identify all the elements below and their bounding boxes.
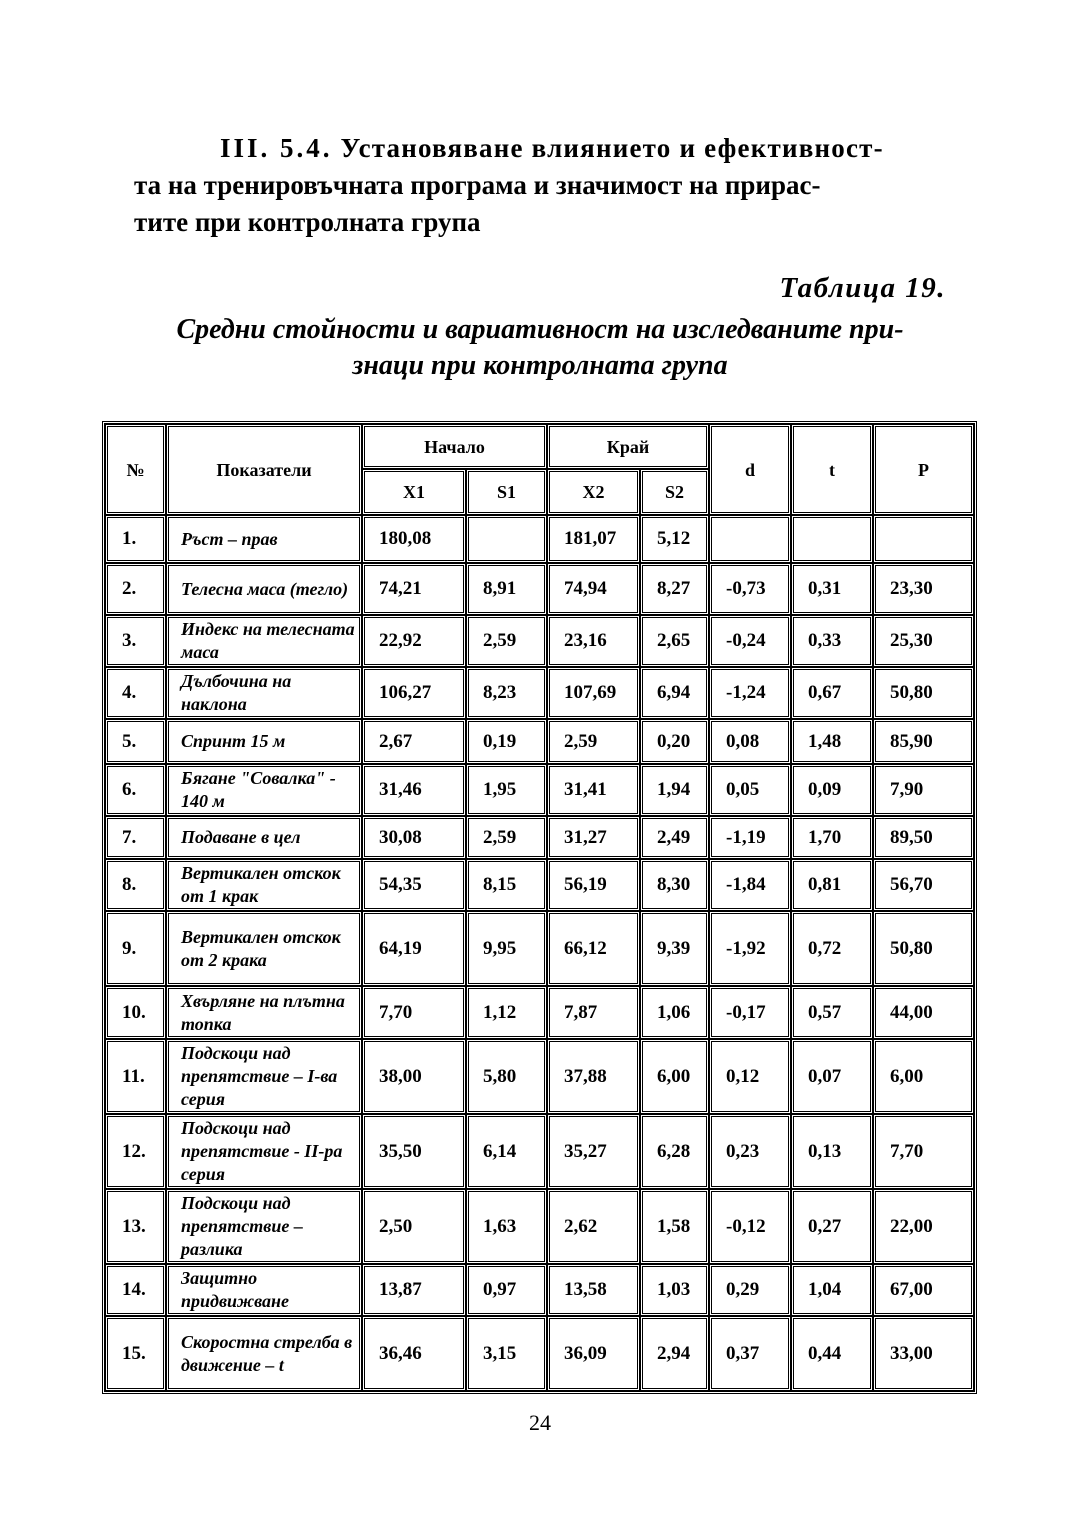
table-row (105, 986, 974, 1039)
caption-line-2: знаци при контролната група (352, 350, 728, 381)
table-row (105, 1114, 974, 1189)
cell-s1: 2,59 (466, 816, 547, 859)
table-label: Таблица 19. (779, 272, 946, 304)
cell-x2: 23,16 (547, 615, 640, 667)
cell-indicator: Бягане "Совалка" - 140 м (166, 764, 362, 816)
cell-number: 12. (105, 1114, 166, 1189)
cell-d: -0,24 (709, 615, 791, 667)
cell-number: 14. (105, 1264, 166, 1316)
header-x1: X1 (362, 469, 466, 515)
cell-s1 (466, 515, 547, 563)
cell-x1: 64,19 (362, 911, 466, 986)
cell-d: 0,12 (709, 1039, 791, 1114)
cell-d: -1,92 (709, 911, 791, 986)
cell-s2: 2,94 (640, 1316, 709, 1391)
cell-s2: 0,20 (640, 719, 709, 764)
cell-s1: 0,97 (466, 1264, 547, 1316)
cell-t: 0,44 (791, 1316, 873, 1391)
cell-s2: 2,49 (640, 816, 709, 859)
header-s2: S2 (640, 469, 709, 515)
cell-x1: 54,35 (362, 859, 466, 911)
cell-s2: 2,65 (640, 615, 709, 667)
cell-p: 67,00 (873, 1264, 974, 1316)
cell-indicator: Дълбочина на наклона (166, 667, 362, 719)
cell-number: 5. (105, 719, 166, 764)
cell-s1: 1,63 (466, 1189, 547, 1264)
heading-line-2: та на тренировъчната програма и значимост на прирас- (134, 170, 821, 200)
results-table (102, 421, 977, 1394)
table-row (105, 515, 974, 563)
cell-indicator: Хвърляне на плътна топка (166, 986, 362, 1039)
cell-x1: 106,27 (362, 667, 466, 719)
cell-s1: 6,14 (466, 1114, 547, 1189)
table-row (105, 859, 974, 911)
cell-x2: 31,41 (547, 764, 640, 816)
cell-s2: 9,39 (640, 911, 709, 986)
cell-x2: 36,09 (547, 1316, 640, 1391)
cell-indicator: Скоростна стрелба в движение – t (166, 1316, 362, 1391)
table-row (105, 1039, 974, 1114)
cell-s2: 1,58 (640, 1189, 709, 1264)
cell-x2: 56,19 (547, 859, 640, 911)
table-row (105, 563, 974, 615)
cell-indicator: Подскоци над препятствие - II-ра серия (166, 1114, 362, 1189)
cell-x2: 31,27 (547, 816, 640, 859)
cell-p: 56,70 (873, 859, 974, 911)
cell-s2: 1,03 (640, 1264, 709, 1316)
cell-x2: 2,62 (547, 1189, 640, 1264)
cell-number: 1. (105, 515, 166, 563)
cell-indicator: Подскоци над препятствие – разлика (166, 1189, 362, 1264)
cell-x2: 7,87 (547, 986, 640, 1039)
cell-indicator: Индекс на телесната маса (166, 615, 362, 667)
cell-t: 0,81 (791, 859, 873, 911)
table-row (105, 911, 974, 986)
cell-indicator: Вертикален отскок от 1 крак (166, 859, 362, 911)
header-start: Начало (362, 424, 547, 469)
cell-s2: 1,94 (640, 764, 709, 816)
cell-s1: 5,80 (466, 1039, 547, 1114)
cell-s2: 1,06 (640, 986, 709, 1039)
cell-number: 4. (105, 667, 166, 719)
cell-t: 0,33 (791, 615, 873, 667)
cell-number: 9. (105, 911, 166, 986)
cell-d: 0,08 (709, 719, 791, 764)
cell-p: 44,00 (873, 986, 974, 1039)
cell-t: 1,70 (791, 816, 873, 859)
cell-x1: 36,46 (362, 1316, 466, 1391)
cell-s1: 8,15 (466, 859, 547, 911)
cell-p: 6,00 (873, 1039, 974, 1114)
cell-x2: 13,58 (547, 1264, 640, 1316)
cell-x1: 74,21 (362, 563, 466, 615)
cell-d: 0,23 (709, 1114, 791, 1189)
cell-p: 85,90 (873, 719, 974, 764)
cell-indicator: Спринт 15 м (166, 719, 362, 764)
cell-x1: 31,46 (362, 764, 466, 816)
cell-s1: 2,59 (466, 615, 547, 667)
cell-s1: 8,23 (466, 667, 547, 719)
cell-x2: 35,27 (547, 1114, 640, 1189)
cell-p: 7,70 (873, 1114, 974, 1189)
cell-s1: 9,95 (466, 911, 547, 986)
caption-line-1: Средни стойности и вариативност на изследваните при- (176, 314, 904, 345)
cell-x2: 66,12 (547, 911, 640, 986)
cell-x2: 2,59 (547, 719, 640, 764)
cell-s2: 6,94 (640, 667, 709, 719)
cell-number: 11. (105, 1039, 166, 1114)
cell-indicator: Подскоци над препятствие – I-ва серия (166, 1039, 362, 1114)
cell-s1: 1,12 (466, 986, 547, 1039)
cell-d: 0,29 (709, 1264, 791, 1316)
cell-x1: 38,00 (362, 1039, 466, 1114)
table-row (105, 764, 974, 816)
table-row (105, 667, 974, 719)
cell-number: 6. (105, 764, 166, 816)
cell-d: -1,24 (709, 667, 791, 719)
header-number: № (105, 424, 166, 515)
cell-p: 7,90 (873, 764, 974, 816)
cell-s2: 6,00 (640, 1039, 709, 1114)
header-d: d (709, 424, 791, 515)
cell-number: 3. (105, 615, 166, 667)
cell-x1: 22,92 (362, 615, 466, 667)
cell-s1: 8,91 (466, 563, 547, 615)
cell-d: -0,73 (709, 563, 791, 615)
cell-p: 23,30 (873, 563, 974, 615)
cell-s1: 1,95 (466, 764, 547, 816)
cell-d: 0,37 (709, 1316, 791, 1391)
cell-number: 8. (105, 859, 166, 911)
cell-p: 50,80 (873, 667, 974, 719)
table-row (105, 1316, 974, 1391)
cell-p: 50,80 (873, 911, 974, 986)
cell-indicator: Телесна маса (тегло) (166, 563, 362, 615)
cell-t: 0,13 (791, 1114, 873, 1189)
section-number: III. 5.4. (220, 133, 333, 163)
cell-t: 0,31 (791, 563, 873, 615)
table-row (105, 1264, 974, 1316)
cell-indicator: Защитно придвижване (166, 1264, 362, 1316)
header-p: P (873, 424, 974, 515)
cell-number: 15. (105, 1316, 166, 1391)
table-row (105, 719, 974, 764)
cell-t: 0,27 (791, 1189, 873, 1264)
cell-s2: 8,27 (640, 563, 709, 615)
cell-x2: 181,07 (547, 515, 640, 563)
cell-x1: 180,08 (362, 515, 466, 563)
cell-p (873, 515, 974, 563)
header-s1: S1 (466, 469, 547, 515)
cell-indicator: Подаване в цел (166, 816, 362, 859)
table-row (105, 816, 974, 859)
table-caption (130, 312, 950, 384)
section-heading (134, 130, 946, 241)
header-t: t (791, 424, 873, 515)
cell-t: 0,57 (791, 986, 873, 1039)
cell-x1: 35,50 (362, 1114, 466, 1189)
cell-t: 1,04 (791, 1264, 873, 1316)
heading-line-3: тите при контролната група (134, 207, 481, 237)
cell-p: 22,00 (873, 1189, 974, 1264)
cell-indicator: Вертикален отскок от 2 крака (166, 911, 362, 986)
cell-p: 25,30 (873, 615, 974, 667)
cell-t (791, 515, 873, 563)
page-number: 24 (529, 1410, 551, 1435)
cell-s2: 8,30 (640, 859, 709, 911)
header-indicators: Показатели (166, 424, 362, 515)
cell-x1: 2,50 (362, 1189, 466, 1264)
cell-s1: 0,19 (466, 719, 547, 764)
cell-d: -0,12 (709, 1189, 791, 1264)
cell-x2: 74,94 (547, 563, 640, 615)
cell-x1: 7,70 (362, 986, 466, 1039)
cell-d: -1,19 (709, 816, 791, 859)
cell-x2: 37,88 (547, 1039, 640, 1114)
cell-s1: 3,15 (466, 1316, 547, 1391)
cell-number: 2. (105, 563, 166, 615)
cell-t: 0,07 (791, 1039, 873, 1114)
cell-number: 10. (105, 986, 166, 1039)
cell-p: 33,00 (873, 1316, 974, 1391)
header-x2: X2 (547, 469, 640, 515)
cell-x2: 107,69 (547, 667, 640, 719)
cell-d (709, 515, 791, 563)
cell-t: 0,72 (791, 911, 873, 986)
cell-s2: 6,28 (640, 1114, 709, 1189)
cell-number: 7. (105, 816, 166, 859)
cell-x1: 2,67 (362, 719, 466, 764)
cell-d: -1,84 (709, 859, 791, 911)
cell-x1: 13,87 (362, 1264, 466, 1316)
cell-d: 0,05 (709, 764, 791, 816)
cell-s2: 5,12 (640, 515, 709, 563)
cell-d: -0,17 (709, 986, 791, 1039)
cell-t: 0,67 (791, 667, 873, 719)
cell-p: 89,50 (873, 816, 974, 859)
cell-indicator: Ръст – прав (166, 515, 362, 563)
cell-number: 13. (105, 1189, 166, 1264)
header-end: Край (547, 424, 709, 469)
cell-x1: 30,08 (362, 816, 466, 859)
cell-t: 0,09 (791, 764, 873, 816)
table-row (105, 1189, 974, 1264)
heading-line-1: Установяване влиянието и ефективност- (340, 133, 884, 163)
table-row (105, 615, 974, 667)
cell-t: 1,48 (791, 719, 873, 764)
